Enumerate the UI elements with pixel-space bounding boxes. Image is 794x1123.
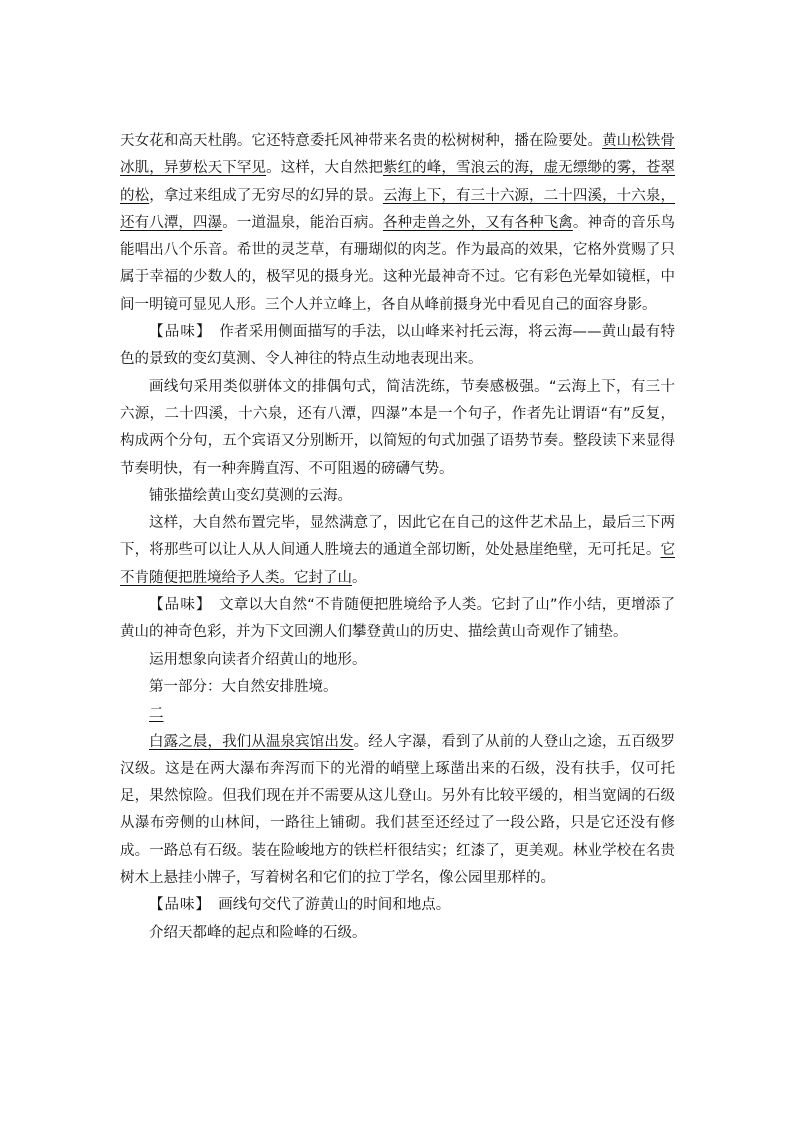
commentary-text: 文章以大自然“不肯随便把胜境给予人类。它封了山”作小结，更增添了黄山的神奇色彩，并为下文回溯人们攀登黄山的历史、描绘黄山奇观作了铺垫。 <box>120 597 675 641</box>
text-span: 。经人字瀑，看到了从前的人登山之途，五百级罗汉级。这是在两大瀑布奔泻而下的光滑的峭壁上琢凿出来的石级，没有扶手，仅可托足，果然惊险。但我们现在并不需要从这儿登山。另外有比较平缓的，相当宽阔的石级从瀑布旁侧的山林间，一路往上铺砌。我们甚至还经过了一段公路，只是它还没有修成。一路总有石级。装在险峻地方的铁栏杆很结实；红漆了，更美观。林业学校在名贵树木上悬挂小牌子，写着树名和它们的拉丁学名，像公园里那样的。 <box>120 733 676 887</box>
paragraph-scenery <box>120 128 675 319</box>
pinwei-tag: 【品味】 <box>149 597 205 614</box>
text-span: 这样，大自然布置完毕，显然满意了，因此它在自己的这件艺术品上，最后三下两下，将那些可以让人从人间通人胜境去的通道全部切断，处处悬崖绝壁，无可托足。 <box>120 515 675 559</box>
text-span: 。神奇的音乐鸟能唱出八个乐音。希世的灵芝草，有珊瑚似的肉芝。作为最高的效果，它格外赏赐了只属于幸福的少数人的，极罕见的摄身光。这种光最神奇不过。它有彩色光晕如镜框，中间一明镜可显见人形。三个人并立峰上，各自从峰前摄身光中看见自己的面容身影。 <box>120 214 676 313</box>
underlined-sentence: 紫红的峰，雪浪云的海，虚无缥缈的雾，苍翠的松 <box>120 160 676 204</box>
paragraph-note-1: 铺张描绘黄山变幻莫测的云海。 <box>149 487 352 504</box>
paragraph-note-2: 运用想象向读者介绍黄山的地形。 <box>149 651 367 668</box>
underlined-sentence: 黄山松铁骨冰肌，异萝松天下罕见 <box>120 133 676 177</box>
text-span: 。 <box>352 569 367 586</box>
section-number <box>120 701 675 728</box>
commentary-text: 作者采用侧面描写的手法，以山峰来衬托云海，将云海——黄山最有特色的景致的变幻莫测、令人神往的特点生动地表现出来。 <box>120 324 676 368</box>
text-span: 天女花和高天杜鹃。它还特意委托风神带来名贵的松树树种，播在险要处。 <box>120 133 603 149</box>
document-page <box>120 128 675 947</box>
paragraph-seal-mountain <box>120 510 675 592</box>
underlined-sentence: 云海上下，有三十六源，二十四溪，十六泉，还有八潭，四瀑 <box>120 187 676 231</box>
paragraph-commentary-3 <box>120 892 675 919</box>
underlined-sentence: 白露之晨，我们从温泉宾馆出发 <box>149 733 354 750</box>
paragraph-section-summary: 第一部分：大自然安排胜境。 <box>149 678 338 695</box>
text-span: 。一道温泉，能治百病。 <box>222 214 383 231</box>
paragraph-note-3: 介绍天都峰的起点和险峰的石级。 <box>149 924 367 941</box>
paragraph-commentary-1 <box>120 319 675 374</box>
underlined-sentence: 它不肯随便把胜境给予人类。它封了山 <box>120 542 675 586</box>
text-span: 。这样，大自然把 <box>266 160 383 177</box>
commentary-text: 画线句交代了游黄山的时间和地点。 <box>203 897 451 914</box>
paragraph-analysis-1: 画线句采用类似骈体文的排偶句式，简洁洗练，节奏感极强。“云海上下，有三十六源，二十四溪，十六泉，还有八潭，四瀑”本是一个句子，作者先让谓语“有”反复，构成两个分句，五个宾语又分别断开，以简短的句式加强了语势节奏。整段读下来显得节奏明快，有一种奔腾直泻、不可阻遏的磅礴气势。 <box>120 378 675 477</box>
section-number-text: 二 <box>149 706 164 723</box>
paragraph-departure <box>120 729 675 893</box>
pinwei-tag: 【品味】 <box>149 324 205 341</box>
underlined-sentence: 各种走兽之外，又有各种飞禽 <box>382 214 573 231</box>
paragraph-commentary-2 <box>120 592 675 647</box>
text-span: ，拿过来组成了无穷尽的幻异的景。 <box>149 187 383 204</box>
pinwei-tag: 【品味】 <box>149 897 204 914</box>
